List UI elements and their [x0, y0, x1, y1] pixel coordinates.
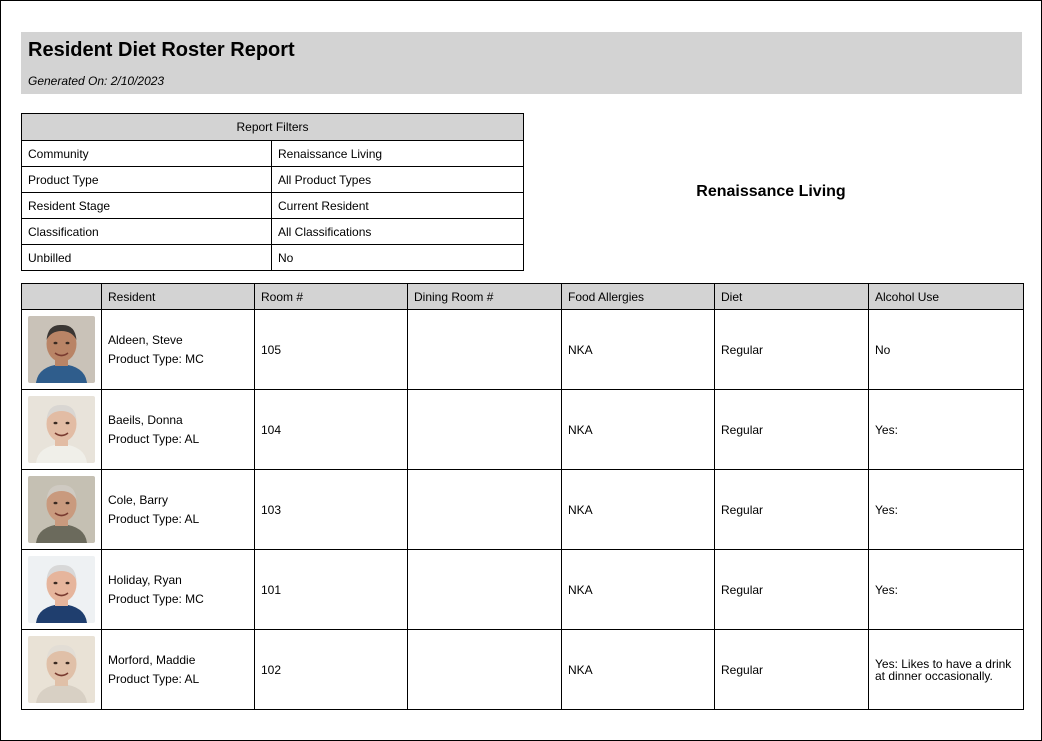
filter-row: [22, 245, 524, 271]
col-room-header: Room #: [255, 284, 408, 310]
photo-cell: [22, 550, 102, 630]
col-resident-header: Resident: [102, 284, 255, 310]
col-alcohol-use-header: Alcohol Use: [869, 284, 1024, 310]
resident-cell: [102, 550, 255, 630]
dining-room-cell: [408, 470, 562, 550]
resident-row: [22, 390, 1024, 470]
food-allergies-cell: NKA: [562, 550, 715, 630]
resident-row: [22, 630, 1024, 710]
resident-product-type: Product Type: MC: [108, 351, 204, 366]
room-cell: 104: [255, 390, 408, 470]
photo-cell: [22, 310, 102, 390]
resident-row: [22, 550, 1024, 630]
resident-photo: [28, 476, 95, 543]
alcohol-use-cell: Yes:: [869, 470, 1024, 550]
filter-row: [22, 167, 524, 193]
filter-label: Community: [22, 141, 272, 167]
diet-cell: Regular: [715, 630, 869, 710]
diet-cell: Regular: [715, 390, 869, 470]
report-title: Resident Diet Roster Report: [28, 39, 295, 61]
dining-room-cell: [408, 390, 562, 470]
resident-cell: [102, 470, 255, 550]
diet-cell: Regular: [715, 550, 869, 630]
filter-label: Resident Stage: [22, 193, 272, 219]
roster-header-row: [22, 284, 1024, 310]
resident-product-type: Product Type: MC: [108, 591, 204, 606]
resident-product-type: Product Type: AL: [108, 431, 200, 446]
col-dining-room-header: Dining Room #: [408, 284, 562, 310]
col-photo-header: [22, 284, 102, 310]
room-cell: 105: [255, 310, 408, 390]
filter-label: Unbilled: [22, 245, 272, 271]
filter-label: Product Type: [22, 167, 272, 193]
diet-cell: Regular: [715, 310, 869, 390]
food-allergies-cell: NKA: [562, 630, 715, 710]
filter-value: All Product Types: [272, 167, 524, 193]
food-allergies-cell: NKA: [562, 390, 715, 470]
resident-cell: [102, 390, 255, 470]
report-filters-table: [21, 113, 524, 271]
resident-product-type: Product Type: AL: [108, 671, 200, 686]
resident-row: [22, 310, 1024, 390]
dining-room-cell: [408, 310, 562, 390]
filter-value: All Classifications: [272, 219, 524, 245]
col-food-allergies-header: Food Allergies: [562, 284, 715, 310]
resident-photo: [28, 636, 95, 703]
report-header: [21, 32, 1022, 94]
photo-cell: [22, 390, 102, 470]
photo-cell: [22, 470, 102, 550]
col-diet-header: Diet: [715, 284, 869, 310]
resident-photo: [28, 556, 95, 623]
roster-body: [22, 310, 1024, 710]
filter-row: [22, 141, 524, 167]
resident-photo: [28, 396, 95, 463]
resident-name: Baeils, Donna: [108, 412, 183, 427]
generated-date: Generated On: 2/10/2023: [28, 74, 165, 88]
alcohol-use-cell: No: [869, 310, 1024, 390]
resident-roster-table: [21, 283, 1024, 710]
report-filters-header: Report Filters: [22, 114, 524, 141]
room-cell: 102: [255, 630, 408, 710]
filter-label: Classification: [22, 219, 272, 245]
resident-name: Morford, Maddie: [108, 652, 196, 667]
alcohol-use-cell: Yes:: [869, 390, 1024, 470]
filter-value: No: [272, 245, 524, 271]
alcohol-use-cell: Yes: Likes to have a drink at dinner occasionally.: [869, 630, 1024, 710]
photo-cell: [22, 630, 102, 710]
resident-cell: [102, 630, 255, 710]
filter-row: [22, 193, 524, 219]
resident-product-type: Product Type: AL: [108, 511, 200, 526]
food-allergies-cell: NKA: [562, 470, 715, 550]
community-heading: Renaissance Living: [696, 183, 846, 200]
room-cell: 101: [255, 550, 408, 630]
resident-photo: [28, 316, 95, 383]
alcohol-use-cell: Yes:: [869, 550, 1024, 630]
resident-name: Aldeen, Steve: [108, 332, 183, 347]
filter-value: Renaissance Living: [272, 141, 524, 167]
resident-cell: [102, 310, 255, 390]
resident-name: Cole, Barry: [108, 492, 169, 507]
food-allergies-cell: NKA: [562, 310, 715, 390]
filter-value: Current Resident: [272, 193, 524, 219]
diet-cell: Regular: [715, 470, 869, 550]
resident-row: [22, 470, 1024, 550]
dining-room-cell: [408, 550, 562, 630]
room-cell: 103: [255, 470, 408, 550]
filter-row: [22, 219, 524, 245]
dining-room-cell: [408, 630, 562, 710]
resident-name: Holiday, Ryan: [108, 572, 182, 587]
